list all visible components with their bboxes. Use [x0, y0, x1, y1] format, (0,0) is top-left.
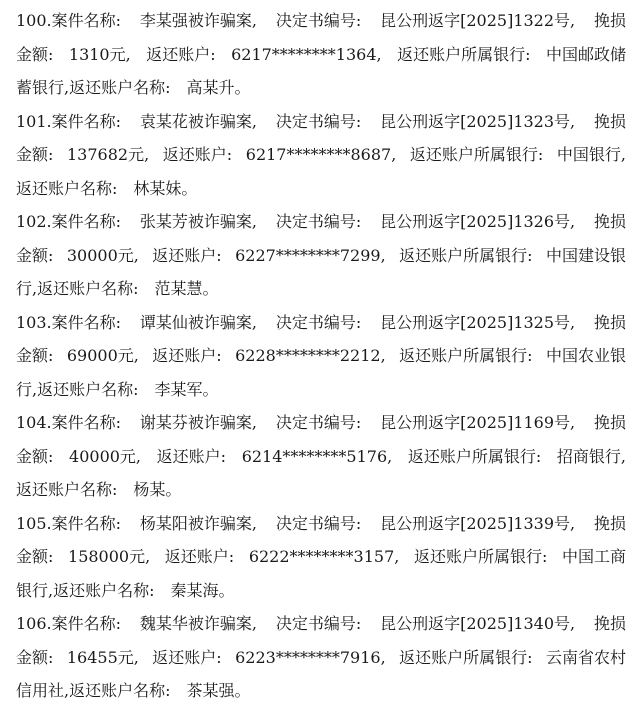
text-segment: 103.案件名称:	[16, 312, 122, 332]
text-segment: 返还账户:	[146, 44, 216, 64]
text-segment: 返还账户所属银行:	[399, 346, 533, 365]
text-segment: 6222********3157,	[248, 547, 400, 566]
text-line	[16, 473, 626, 507]
text-segment: 6223********7916,	[235, 647, 386, 667]
text-segment: 袁某花被诈骗案,	[139, 111, 257, 131]
text-line	[16, 674, 626, 708]
text-line	[16, 38, 626, 72]
text-segment: 40000元,	[69, 446, 142, 466]
text-segment: 金额:	[16, 245, 54, 265]
text-line	[16, 339, 626, 373]
text-segment: 返还账户所属银行:	[397, 44, 531, 64]
text-segment: 中国建设银	[545, 245, 626, 265]
text-segment: 范某慧。	[154, 279, 219, 298]
text-segment: 137682元,	[67, 145, 150, 164]
text-segment: 张某芳被诈骗案,	[139, 212, 257, 231]
text-line	[16, 272, 626, 306]
text-segment: 返还账户所属银行:	[413, 547, 548, 566]
text-segment: 挽损	[593, 513, 626, 533]
case-entry	[16, 406, 626, 507]
text-segment: 招商银行,	[556, 446, 626, 466]
text-segment: 昆公刑返字[2025]1322号,	[380, 11, 576, 30]
text-segment: 返还账户所属银行:	[399, 647, 533, 667]
text-segment: 100.案件名称:	[16, 11, 122, 30]
text-segment: 返还账户:	[152, 245, 222, 265]
text-segment: 挽损	[593, 11, 626, 30]
text-segment: 金额:	[16, 44, 54, 64]
text-line	[16, 205, 626, 239]
case-entry	[16, 4, 626, 105]
text-segment: 金额:	[16, 647, 54, 667]
text-segment: 返还账户:	[156, 446, 227, 466]
text-line	[16, 4, 626, 38]
text-segment: 返还账户:	[162, 145, 233, 164]
text-line	[16, 507, 626, 541]
text-line	[16, 239, 626, 273]
text-segment: 金额:	[16, 346, 54, 365]
case-entry	[16, 105, 626, 206]
text-segment: 云南省农村	[545, 647, 626, 667]
text-segment: 6217********8687,	[245, 145, 397, 164]
text-segment: 104.案件名称:	[16, 413, 122, 432]
text-segment: 返还账户名称:	[16, 480, 118, 499]
text-segment: 挽损	[593, 413, 626, 432]
text-segment: 6227********7299,	[235, 245, 386, 265]
text-segment: 返还账户名称:	[16, 178, 118, 198]
text-line	[16, 105, 626, 139]
text-segment: 挽损	[593, 614, 626, 633]
text-segment: 信用社,返还账户名称:	[16, 681, 171, 700]
text-segment: 行,返还账户名称:	[16, 379, 139, 399]
text-segment: 蓄银行,返还账户名称:	[16, 78, 171, 97]
text-segment: 决定书编号:	[275, 614, 362, 633]
text-segment: 返还账户所属银行:	[399, 245, 533, 265]
text-segment: 返还账户所属银行:	[407, 446, 542, 466]
text-segment: 101.案件名称:	[16, 111, 122, 131]
case-entry	[16, 607, 626, 708]
text-segment: 行,返还账户名称:	[16, 279, 139, 298]
text-segment: 决定书编号:	[275, 513, 362, 533]
text-segment: 林某妹。	[133, 178, 198, 198]
text-segment: 1310元,	[68, 44, 131, 64]
text-line	[16, 306, 626, 340]
text-segment: 高某升。	[186, 78, 251, 97]
text-line	[16, 71, 626, 105]
text-line	[16, 406, 626, 440]
text-segment: 决定书编号:	[275, 312, 362, 332]
text-segment: 昆公刑返字[2025]1340号,	[380, 614, 576, 633]
text-segment: 中国工商	[561, 547, 626, 566]
text-segment: 昆公刑返字[2025]1326号,	[380, 212, 576, 231]
text-line	[16, 373, 626, 407]
case-entry	[16, 306, 626, 407]
text-segment: 杨某阳被诈骗案,	[139, 513, 257, 533]
text-segment: 中国银行,	[556, 145, 626, 164]
text-segment: 昆公刑返字[2025]1339号,	[380, 513, 576, 533]
text-line	[16, 607, 626, 641]
text-segment: 中国农业银	[545, 346, 626, 365]
text-segment: 挽损	[593, 212, 626, 231]
text-line	[16, 540, 626, 574]
text-segment: 中国邮政储	[545, 44, 626, 64]
text-segment: 106.案件名称:	[16, 614, 122, 633]
text-segment: 决定书编号:	[275, 413, 362, 432]
text-segment: 秦某海。	[170, 580, 235, 600]
text-segment: 决定书编号:	[275, 212, 362, 231]
text-line	[16, 440, 626, 474]
text-segment: 决定书编号:	[275, 111, 362, 131]
text-segment: 昆公刑返字[2025]1169号,	[380, 413, 576, 432]
text-segment: 昆公刑返字[2025]1325号,	[380, 312, 576, 332]
text-segment: 69000元,	[66, 346, 139, 365]
text-segment: 158000元,	[68, 547, 151, 566]
text-line	[16, 138, 626, 172]
text-line	[16, 172, 626, 206]
text-segment: 6214********5176,	[241, 446, 393, 466]
text-segment: 6217********1364,	[231, 44, 382, 64]
text-segment: 金额:	[16, 145, 54, 164]
text-line	[16, 574, 626, 608]
text-segment: 银行,返还账户名称:	[16, 580, 155, 600]
text-segment: 30000元,	[66, 245, 139, 265]
text-segment: 谭某仙被诈骗案,	[139, 312, 257, 332]
text-segment: 挽损	[593, 312, 626, 332]
text-segment: 昆公刑返字[2025]1323号,	[380, 111, 576, 131]
text-segment: 返还账户:	[164, 547, 235, 566]
text-segment: 16455元,	[66, 647, 139, 667]
text-segment: 返还账户:	[152, 647, 222, 667]
text-segment: 李某强被诈骗案,	[139, 11, 257, 30]
text-segment: 102.案件名称:	[16, 212, 122, 231]
text-segment: 杨某。	[133, 480, 182, 499]
text-segment: 返还账户所属银行:	[409, 145, 544, 164]
text-segment: 105.案件名称:	[16, 513, 122, 533]
text-segment: 挽损	[593, 111, 626, 131]
case-entry	[16, 507, 626, 608]
text-segment: 6228********2212,	[235, 346, 386, 365]
text-segment: 返还账户:	[152, 346, 222, 365]
text-segment: 李某军。	[154, 379, 219, 399]
case-entry	[16, 205, 626, 306]
text-segment: 谢某芬被诈骗案,	[139, 413, 257, 432]
text-segment: 金额:	[16, 446, 54, 466]
text-line	[16, 641, 626, 675]
text-segment: 茶某强。	[186, 681, 251, 700]
text-segment: 金额:	[16, 547, 54, 566]
text-segment: 魏某华被诈骗案,	[139, 614, 257, 633]
text-segment: 决定书编号:	[275, 11, 362, 30]
